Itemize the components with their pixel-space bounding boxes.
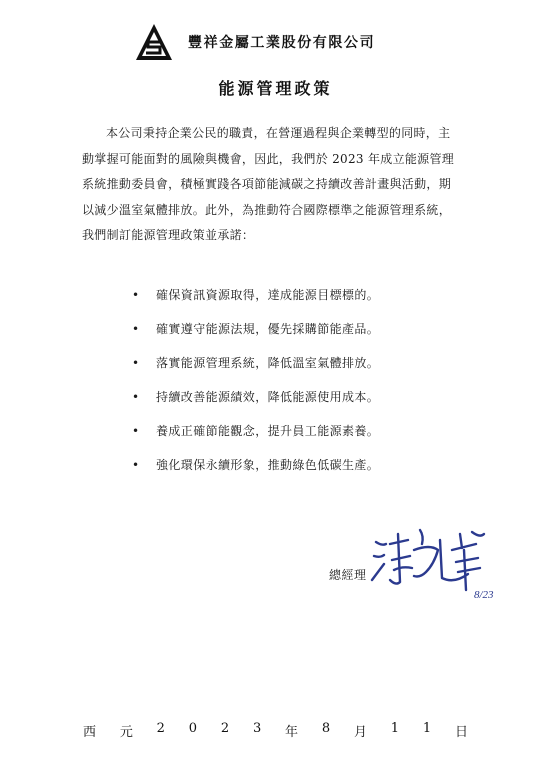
date-char: 1 [390,721,400,736]
date-char: 日 [454,725,468,740]
commitment-item [132,287,379,321]
commitment-item [132,423,379,457]
triangle-s-logo-icon [134,22,174,62]
page-title: 能源管理政策 [218,79,333,98]
commitment-text: 養成正確節能觀念，提升員工能源素養。 [156,424,380,438]
commitment-item [132,321,379,355]
date-char: 年 [285,725,299,740]
statement-line: 系統推動委員會，積極實踐各項節能減碳之持續改善計畫與活動，期 [82,177,452,191]
commitment-text: 持續改善能源績效，降低能源使用成本。 [156,390,380,404]
date-char: 元 [119,725,133,740]
bullet-icon: • [132,322,140,336]
commitment-text: 確實遵守能源法規，優先採購節能產品。 [156,322,380,336]
statement-line: 動掌握可能面對的風險與機會，因此，我們於 2023 年成立能源管理 [82,151,455,166]
document-date [83,721,468,740]
date-char: 西 [83,725,97,740]
commitment-text: 落實能源管理系統，降低溫室氣體排放。 [156,356,380,370]
date-char: 2 [220,721,230,736]
date-char: 8 [321,721,331,736]
policy-statement [82,121,470,249]
statement-line: 我們制訂能源管理政策並承諾： [82,228,255,242]
bullet-icon: • [132,424,140,438]
company-name: 豐祥金屬工業股份有限公司 [188,35,376,51]
bullet-icon: • [132,356,140,370]
commitment-item [132,355,379,389]
commitment-item [132,457,379,491]
commitment-list [132,287,379,491]
handwritten-signature [368,520,518,610]
date-char: 1 [422,721,432,736]
bullet-icon: • [132,458,140,472]
date-char: 月 [353,725,367,740]
general-manager-label: 總經理 [329,568,367,582]
bullet-icon: • [132,390,140,404]
commitment-text: 確保資訊資源取得，達成能源目標標的。 [156,288,380,302]
commitment-text: 強化環保永續形象，推動綠色低碳生產。 [156,458,380,472]
date-char: 0 [188,721,198,736]
date-char: 3 [252,721,262,736]
date-char: 2 [156,721,165,736]
commitment-item [132,389,379,423]
letterhead [134,22,375,62]
statement-line: 本公司秉持企業公民的職責，在營運過程與企業轉型的同時，主 [106,126,451,140]
signature-date-note: 8/23 [474,589,494,601]
bullet-icon: • [132,288,140,302]
statement-line: 以減少溫室氣體排放。此外，為推動符合國際標準之能源管理系統， [82,202,452,217]
